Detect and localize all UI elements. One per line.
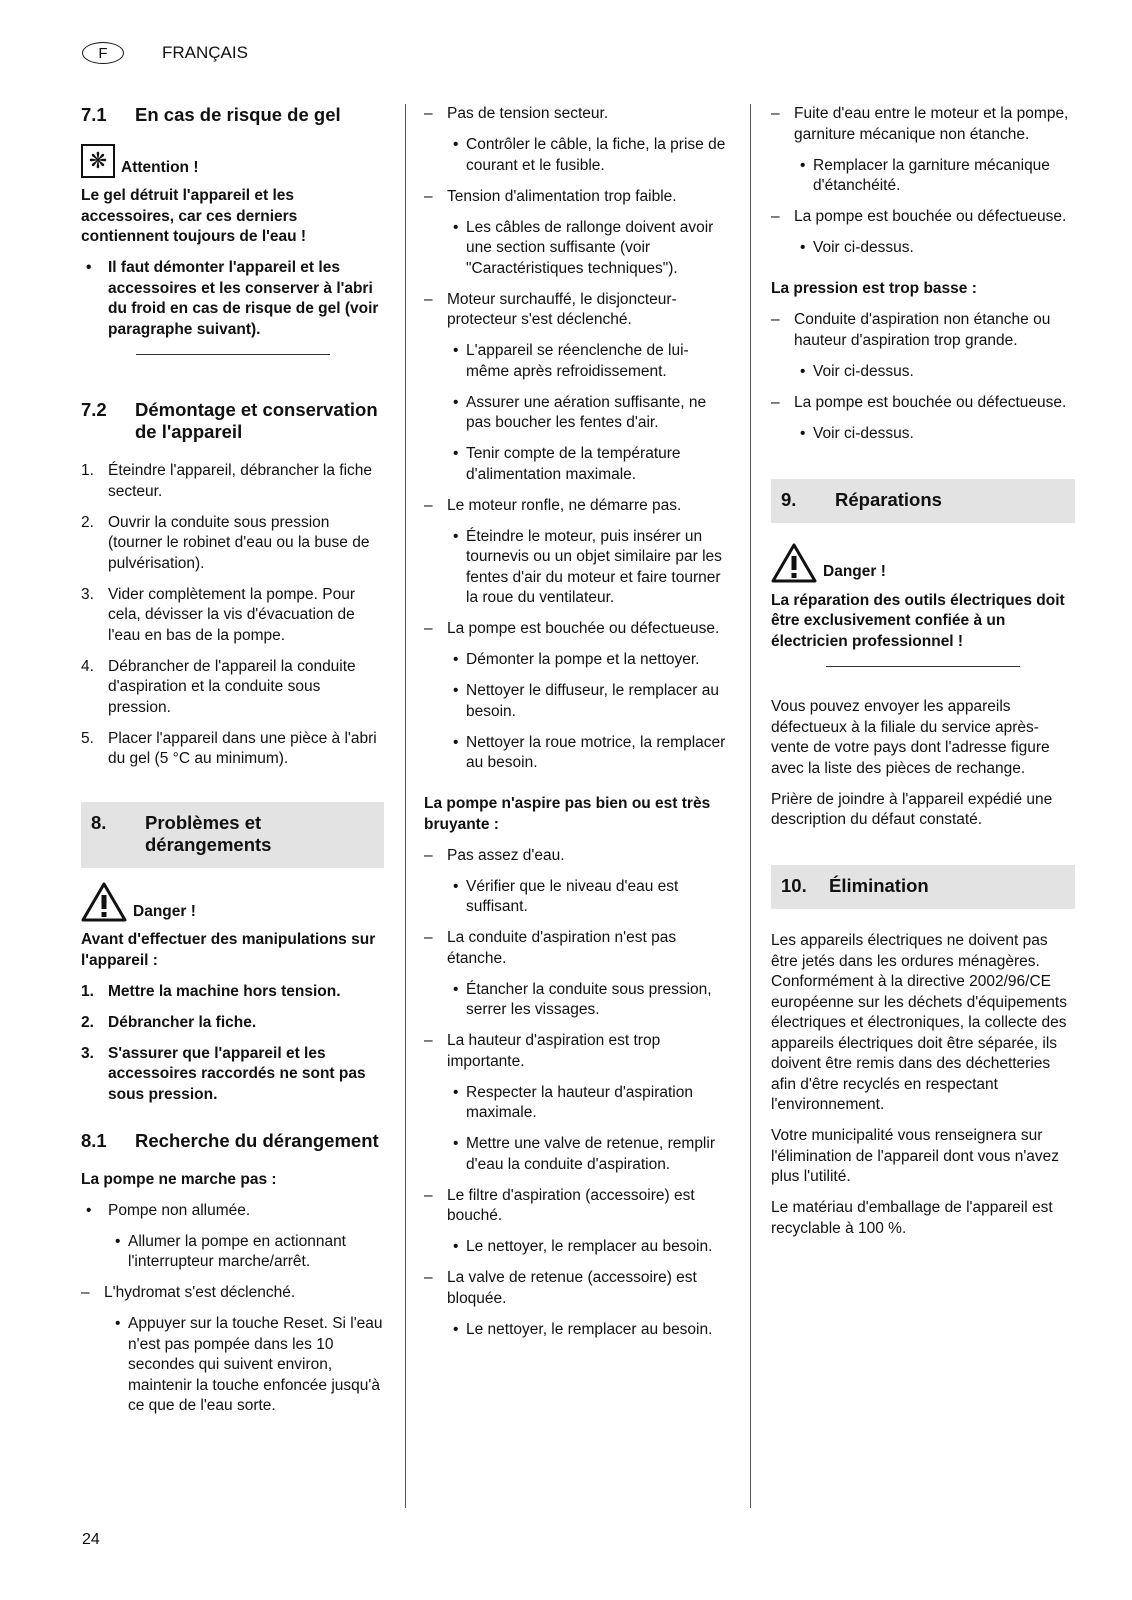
list-item	[424, 619, 729, 640]
bullet-mark: •	[453, 651, 459, 668]
sub-item	[424, 218, 729, 280]
page-number: 24	[82, 1531, 100, 1548]
step-text: Vider complètement la pompe. Pour cela, dévisser la vis d'évacuation de l'eau en bas de la pompe.	[108, 585, 355, 644]
section-title: Élimination	[829, 875, 929, 896]
sub-item-text: Nettoyer la roue motrice, la remplacer au besoin.	[466, 733, 726, 771]
sub-item-text: Voir ci-dessus.	[813, 239, 914, 256]
sub-item-text: Le nettoyer, le remplacer au besoin.	[466, 1238, 713, 1255]
dash-mark: –	[771, 208, 780, 225]
list-item	[771, 393, 1075, 414]
step-text: Éteindre l'appareil, débrancher la fiche secteur.	[108, 462, 373, 500]
danger-notice	[771, 543, 1075, 583]
dash-mark: –	[424, 1269, 433, 1286]
paragraph: Votre municipalité vous renseignera sur l'élimination de l'appareil dont vous n'avez plus l'utilité.	[771, 1127, 1060, 1185]
step-text: Mettre la machine hors tension.	[108, 982, 341, 1000]
list-item-text: Pompe non allumée.	[108, 1201, 251, 1219]
sub-item-text: Remplacer la garniture mécanique d'étanchéité.	[813, 156, 1050, 194]
list-item-text: L'hydromat s'est déclenché.	[104, 1284, 296, 1301]
sub-item	[424, 135, 729, 176]
list-item	[81, 1283, 384, 1304]
section-title: Recherche du dérangement	[135, 1129, 379, 1151]
sub-item	[424, 1237, 729, 1258]
sub-item	[424, 393, 729, 434]
dash-mark: –	[424, 620, 433, 637]
step-text: Débrancher la fiche.	[108, 1013, 257, 1031]
sub-item-text: Le nettoyer, le remplacer au besoin.	[466, 1320, 713, 1338]
warning-triangle-icon	[81, 882, 127, 922]
column-2	[424, 104, 729, 1351]
subheading: La pompe n'aspire pas bien ou est très bruyante :	[424, 795, 711, 833]
list-item	[424, 846, 729, 867]
list-item-text: La valve de retenue (accessoire) est bloquée.	[447, 1269, 697, 1307]
subheading: La pompe ne marche pas :	[81, 1170, 277, 1188]
bullet-mark: •	[115, 1315, 121, 1332]
frost-icon: ❋	[81, 144, 115, 178]
list-item-text: Fuite d'eau entre le moteur et la pompe, garniture mécanique non étanche.	[794, 105, 1069, 143]
section-number: 7.1	[81, 104, 107, 125]
sub-item-text: Appuyer sur la touche Reset. Si l'eau n'est pas pompée dans les 10 secondes qui suivent environ, maintenir la touche enfoncée jusqu'à ce que de l'eau sorte.	[128, 1315, 383, 1414]
dash-mark: –	[81, 1284, 90, 1301]
section-title: Problèmes et dérangements	[145, 812, 272, 855]
list-item-text: Tension d'alimentation trop faible.	[447, 187, 677, 205]
dash-mark: –	[424, 846, 433, 864]
sub-item	[771, 362, 1075, 383]
sub-item	[424, 1134, 729, 1175]
dash-mark: –	[424, 496, 433, 514]
step-text: Placer l'appareil dans une pièce à l'abri du gel (5 °C au minimum).	[108, 729, 377, 767]
section-number: 7.2	[81, 399, 107, 420]
list-item	[424, 104, 729, 125]
list-item	[424, 1031, 729, 1072]
list-item	[81, 657, 384, 719]
sub-item	[424, 1320, 729, 1341]
list-item	[81, 729, 384, 770]
step-number: 1.	[81, 982, 94, 1000]
list-item-text: La conduite d'aspiration n'est pas étanche.	[447, 929, 677, 967]
attention-label: Attention !	[121, 158, 199, 176]
sub-item	[424, 733, 729, 774]
step-text: S'assurer que l'appareil et les accessoires raccordés ne sont pas sous pression.	[108, 1044, 366, 1103]
step-number: 4.	[81, 657, 94, 675]
column-divider	[750, 104, 751, 1508]
dash-mark: –	[424, 1186, 433, 1204]
sub-item	[424, 877, 729, 918]
list-item	[81, 258, 384, 340]
column-1	[81, 104, 384, 1427]
dash-mark: –	[771, 105, 780, 122]
bullet-mark: •	[453, 1238, 459, 1255]
step-number: 2.	[81, 1013, 94, 1031]
sub-item	[424, 650, 729, 671]
bullet-mark: •	[453, 527, 459, 545]
list-item	[771, 104, 1075, 145]
attention-notice	[81, 144, 384, 178]
section-7-1-heading	[81, 104, 384, 126]
dash-mark: –	[771, 311, 780, 328]
sub-item	[771, 156, 1075, 197]
warning-triangle-icon	[771, 543, 817, 583]
list-item-text: Le filtre d'aspiration (accessoire) est bouché.	[447, 1186, 695, 1224]
step-text: Débrancher de l'appareil la conduite d'aspiration et la conduite sous pression.	[108, 657, 356, 716]
bullet-mark: •	[800, 362, 806, 380]
sub-item	[771, 238, 1075, 259]
step-number: 3.	[81, 1044, 94, 1062]
bullet-mark: •	[115, 1232, 121, 1250]
list-item-text: Le moteur ronfle, ne démarre pas.	[447, 496, 682, 514]
list-item-text: La pompe est bouchée ou défectueuse.	[447, 620, 720, 637]
bullet-mark: •	[453, 393, 459, 411]
list-item	[424, 1186, 729, 1227]
sub-item-text: Voir ci-dessus.	[813, 362, 914, 380]
sub-item-text: Étancher la conduite sous pression, serrer les vissages.	[466, 980, 712, 1018]
bullet-mark: •	[800, 424, 806, 442]
dash-mark: –	[424, 929, 433, 946]
bullet-mark: •	[453, 1320, 459, 1338]
section-10-header-box	[771, 865, 1075, 909]
danger-label: Danger !	[133, 902, 196, 920]
section-8-header-box	[81, 802, 384, 868]
sub-item	[424, 1083, 729, 1124]
sub-item-text: Assurer une aération suffisante, ne pas boucher les fentes d'air.	[466, 393, 707, 431]
list-item-text: Pas assez d'eau.	[447, 846, 565, 864]
bullet-mark: •	[453, 733, 459, 751]
section-9-heading	[781, 489, 1065, 511]
list-item	[771, 207, 1075, 228]
list-item	[771, 310, 1075, 351]
dash-mark: –	[424, 105, 433, 122]
sub-item-text: Respecter la hauteur d'aspiration maximale.	[466, 1083, 693, 1121]
list-item	[424, 496, 729, 517]
sub-item-text: Démonter la pompe et la nettoyer.	[466, 651, 700, 668]
sub-item	[424, 980, 729, 1021]
paragraph: Vous pouvez envoyer les appareils défectueux à la filiale du service après-vente de votre pays dont l'adresse figure avec la liste des pièces de rechange.	[771, 698, 1050, 777]
column-divider	[405, 104, 406, 1508]
list-item	[81, 461, 384, 502]
bullet-mark: •	[453, 682, 459, 699]
column-3	[771, 104, 1075, 1250]
sub-item	[424, 681, 729, 722]
section-8-heading	[91, 812, 374, 856]
paragraph: Le matériau d'emballage de l'appareil est recyclable à 100 %.	[771, 1199, 1053, 1237]
bullet-mark: •	[453, 218, 459, 236]
sub-item-text: Voir ci-dessus.	[813, 424, 914, 442]
bullet-mark: •	[453, 342, 459, 359]
danger-notice	[81, 882, 384, 922]
sub-item-text: Nettoyer le diffuseur, le remplacer au besoin.	[466, 682, 720, 720]
sub-item	[771, 424, 1075, 445]
paragraph: Prière de joindre à l'appareil expédié une description du défaut constaté.	[771, 790, 1053, 828]
sub-item-text: L'appareil se réenclenche de lui-même après refroidissement.	[466, 342, 689, 380]
list-item	[81, 585, 384, 647]
step-number: 2.	[81, 513, 94, 531]
list-item	[81, 982, 384, 1003]
sub-item	[81, 1232, 384, 1273]
danger-label: Danger !	[823, 563, 886, 580]
dash-mark: –	[424, 187, 433, 205]
bullet-mark: •	[86, 259, 92, 276]
sub-item	[81, 1314, 384, 1417]
bullet-mark: •	[453, 1135, 459, 1152]
sub-item-text: Vérifier que le niveau d'eau est suffisant.	[466, 877, 679, 915]
sub-item-text: Contrôler le câble, la fiche, la prise de courant et le fusible.	[466, 136, 726, 174]
list-item	[81, 513, 384, 575]
step-text: Ouvrir la conduite sous pression (tourner le robinet d'eau ou la buse de pulvérisation).	[108, 513, 370, 572]
list-item	[424, 187, 729, 208]
bullet-mark: •	[453, 445, 459, 462]
sub-item	[424, 527, 729, 609]
section-title: Réparations	[835, 488, 942, 510]
step-number: 3.	[81, 585, 94, 603]
repair-warning: La réparation des outils électriques doit être exclusivement confiée à un électricien professionnel !	[771, 591, 1065, 650]
danger-intro: Avant d'effectuer des manipulations sur l'appareil :	[81, 931, 376, 969]
list-item	[424, 928, 729, 969]
sub-item-text: Mettre une valve de retenue, remplir d'eau la conduite d'aspiration.	[466, 1135, 715, 1173]
list-item-text: La hauteur d'aspiration est trop importante.	[447, 1032, 661, 1070]
section-title: En cas de risque de gel	[135, 104, 341, 125]
section-9-header-box	[771, 479, 1075, 523]
bullet-mark: •	[453, 980, 459, 998]
dash-mark: –	[771, 393, 780, 411]
section-number: 8.	[91, 812, 107, 833]
list-item	[424, 290, 729, 331]
frost-warning: Le gel détruit l'appareil et les accessoires, car ces derniers contiennent toujours de l'eau !	[81, 187, 306, 245]
section-number: 9.	[781, 488, 797, 510]
paragraph: Les appareils électriques ne doivent pas être jetés dans les ordures ménagères. Conformément à la directive 2002/96/CE européenne sur les déchets d'équipements électriques et électroniques, la collecte des appareils électriques doit être séparée, ils doivent être remis dans des déchetteries afin d'être recyclés en respectant l'environnement.	[771, 932, 1067, 1113]
step-number: 1.	[81, 462, 94, 479]
bullet-mark: •	[800, 156, 806, 174]
language-name: FRANÇAIS	[162, 42, 248, 62]
list-item	[424, 1268, 729, 1309]
list-item-text: Moteur surchauffé, le disjoncteur-protecteur s'est déclenché.	[447, 290, 677, 328]
sub-item-text: Éteindre le moteur, puis insérer un tournevis ou un objet similaire par les fentes d'air du moteur et faire tourner la roue du ventilateur.	[466, 527, 722, 606]
safety-steps	[81, 982, 384, 1106]
sub-item-text: Tenir compte de la température d'alimentation maximale.	[466, 445, 681, 483]
sub-item	[424, 341, 729, 382]
section-8-1-heading	[81, 1130, 384, 1152]
bullet-mark: •	[453, 136, 459, 153]
sub-item-text: Les câbles de rallonge doivent avoir une section suffisante (voir "Caractéristiques techniques").	[466, 218, 714, 277]
dash-mark: –	[424, 1032, 433, 1049]
section-title: Démontage et conservation de l'appareil	[135, 399, 378, 442]
list-item-text: Pas de tension secteur.	[447, 105, 609, 122]
list-item-text: La pompe est bouchée ou défectueuse.	[794, 393, 1067, 411]
dash-mark: –	[424, 290, 433, 308]
bullet-mark: •	[453, 1083, 459, 1101]
section-number: 8.1	[81, 1129, 107, 1151]
list-item-text: La pompe est bouchée ou défectueuse.	[794, 208, 1067, 225]
language-badge: F	[82, 42, 124, 64]
sub-item	[424, 444, 729, 485]
section-7-2-heading	[81, 399, 384, 443]
subheading: La pression est trop basse :	[771, 280, 977, 297]
bullet-mark: •	[453, 877, 459, 895]
section-number: 10.	[781, 875, 807, 896]
section-10-heading	[781, 875, 1065, 897]
bullet-mark: •	[800, 239, 806, 256]
storage-steps	[81, 461, 384, 770]
page-header	[82, 38, 248, 68]
bullet-mark: •	[86, 1201, 92, 1219]
list-item	[81, 1201, 384, 1222]
list-item-text: Conduite d'aspiration non étanche ou hauteur d'aspiration trop grande.	[794, 311, 1051, 349]
sub-item-text: Allumer la pompe en actionnant l'interrupteur marche/arrêt.	[128, 1232, 346, 1270]
step-number: 5.	[81, 729, 94, 747]
list-item	[81, 1044, 384, 1106]
list-item-text: Il faut démonter l'appareil et les accessoires et les conserver à l'abri du froid en cas de risque de gel (voir paragraphe suivant).	[108, 259, 379, 338]
list-item	[81, 1013, 384, 1034]
